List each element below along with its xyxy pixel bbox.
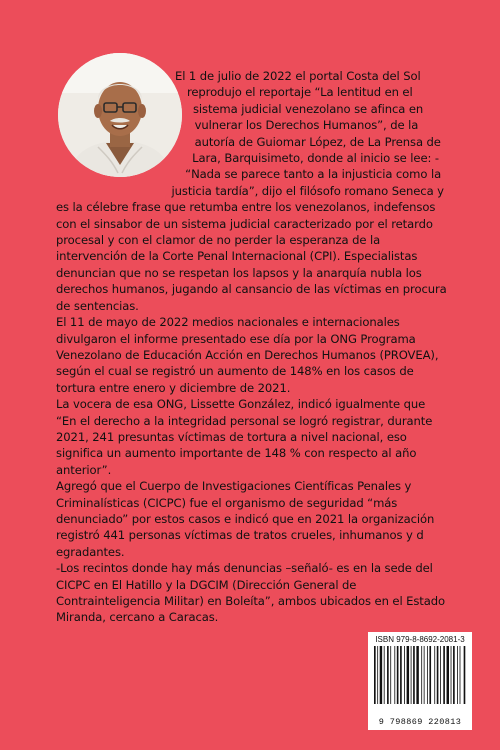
paragraph-5: -Los recintos donde hay más denuncias –señaló- es en la sede del CICPC en El Hatillo y la DGCIM (Dirección General de Contrainteligencia Militar) en Boleíta”, ambos ubicados en el Estado Miranda, cercano a Caracas. <box>56 561 446 625</box>
isbn-barcode <box>368 632 472 730</box>
barcode-bar <box>416 646 418 704</box>
barcode-bar <box>404 646 405 704</box>
barcode-number: 9 798869 220813 <box>378 717 462 727</box>
barcode-bar <box>421 646 422 704</box>
barcode-bars <box>374 646 466 712</box>
synopsis-text <box>56 68 448 626</box>
barcode-bar <box>440 646 441 704</box>
barcode-bar <box>397 646 399 704</box>
photo-wrap-spacer <box>56 68 198 196</box>
barcode-bar <box>443 646 445 704</box>
barcode-bar <box>460 646 461 704</box>
barcode-bar <box>429 646 431 704</box>
barcode-bar <box>457 646 458 704</box>
barcode-bar <box>464 646 466 704</box>
barcode-bar <box>427 646 428 704</box>
isbn-label: ISBN 979-8-8692-2081-3 <box>375 635 465 644</box>
barcode-bar <box>390 646 391 704</box>
barcode-bar <box>453 646 455 704</box>
barcode-bar <box>394 646 395 704</box>
barcode-bar <box>384 646 385 704</box>
barcode-bar <box>380 646 382 704</box>
barcode-bar <box>411 646 412 704</box>
paragraph-2: El 11 de mayo de 2022 medios nacionales e internacionales divulgaron el informe presentado ese día por la ONG Programa Venezolano de Educación Acción en Derechos Humanos (PROVEA), según el cual se registró un aumento de 148% en los casos de tortura entre enero y diciembre de 2021. <box>56 315 439 395</box>
barcode-bar <box>447 646 449 704</box>
barcode-bar <box>400 646 402 704</box>
paragraph-1: El 1 de julio de 2022 el portal Costa del Sol reprodujo el reportaje “La lentitud en el sistema judicial venezolano se afinca en vulnerar los Derechos Humanos”, de la autoría de Guiomar López, de La Prensa de Lara, Barquisimeto, donde al inicio se lee: - “Nada se parece tanto a la injusticia como la justicia tardía”, dijo el filósofo romano Seneca y es la célebre frase que retumba entre los venezolanos, indefensos con el sinsabor de un sistema judicial caracterizado por el retardo procesal y con el clamor de no perder la esperanza de la intervención de la Corte Penal Internacional (CPI). Especialistas denuncian que no se respetan los lapsos y la anarquía nubla los derechos humanos, jugando al cansancio de las víctimas en procura de sentencias. <box>56 69 447 313</box>
paragraph-3: La vocera de esa ONG, Lissette González, indicó igualmente que “En el derecho a la integridad personal se logró registrar, durante 2021, 241 presuntas víctimas de tortura a nivel nacional, eso significa un aumento importante de 148 % con respecto al año anterior”. <box>56 397 433 477</box>
barcode-bar <box>437 646 439 704</box>
barcode-bar <box>424 646 425 704</box>
barcode-bar <box>377 646 378 704</box>
barcode-bar <box>407 646 409 704</box>
barcode-bar <box>374 646 376 704</box>
barcode-bar <box>434 646 435 704</box>
barcode-bar <box>451 646 452 704</box>
barcode-bar <box>413 646 415 704</box>
paragraph-4: Agregó que el Cuerpo de Investigaciones Científicas Penales y Criminalísticas (CICPC) fue el organismo de seguridad “más denunciado” por estos casos e indicó que en 2021 la organización registró 441 personas víctimas de tratos crueles, inhumanos y d egradantes. <box>56 479 435 559</box>
barcode-bar <box>387 646 389 704</box>
